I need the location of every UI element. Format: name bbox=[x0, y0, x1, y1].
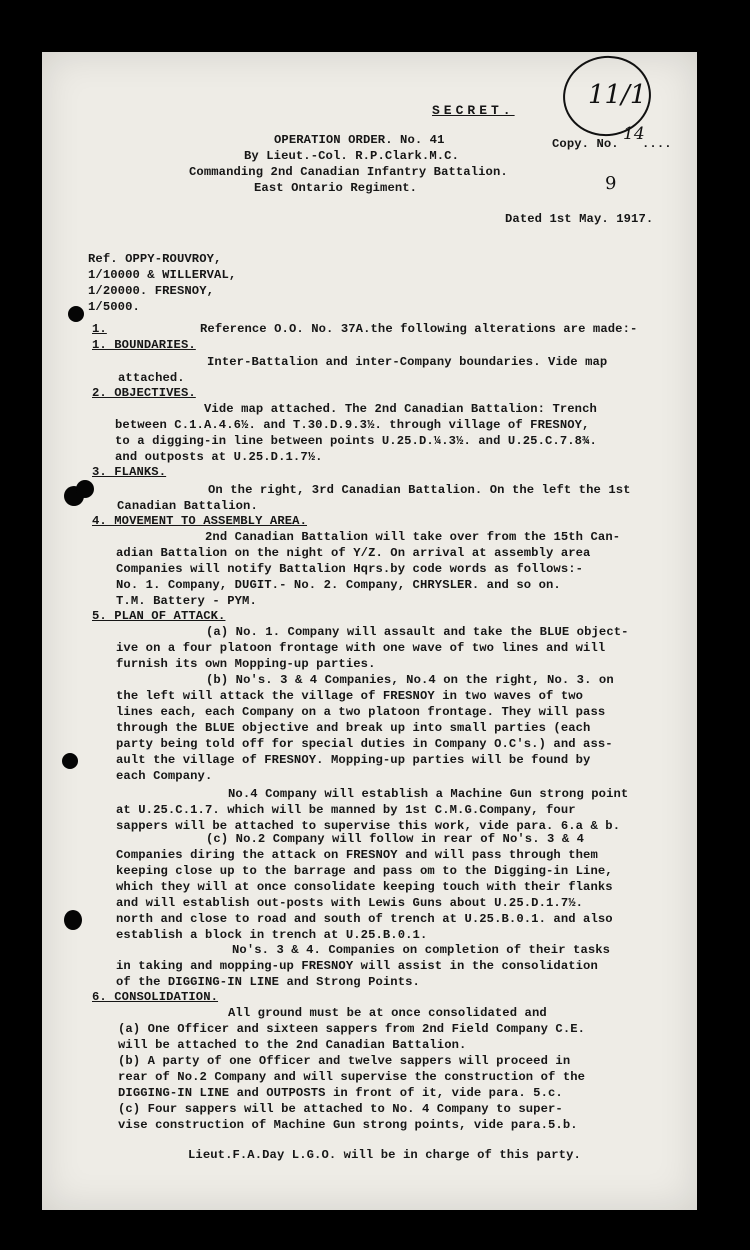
body-line: and will establish out-posts with Lewis Guns about U.25.D.1.7½. bbox=[116, 896, 584, 910]
body-line: each Company. bbox=[116, 769, 213, 783]
body-line: sappers will be attached to supervise this work, vide para. 6.a & b. bbox=[116, 819, 621, 833]
body-line: (c) No.2 Company will follow in rear of No's. 3 & 4 bbox=[206, 832, 585, 846]
punch-hole bbox=[68, 306, 84, 322]
body-line: and outposts at U.25.D.1.7½. bbox=[115, 450, 323, 464]
body-line: attached. bbox=[118, 371, 185, 385]
punch-hole bbox=[64, 910, 82, 930]
body-line: Companies diring the attack on FRESNOY and will pass through them bbox=[116, 848, 598, 862]
body-line: (b) No's. 3 & 4 Companies, No.4 on the right, No. 3. on bbox=[206, 673, 614, 687]
section-heading: 4. MOVEMENT TO ASSEMBLY AREA. bbox=[92, 514, 307, 528]
body-line: (a) No. 1. Company will assault and take the BLUE object- bbox=[206, 625, 629, 639]
section-heading: 3. FLANKS. bbox=[92, 465, 167, 479]
body-line: in taking and mopping-up FRESNOY will assist in the consolidation bbox=[116, 959, 598, 973]
body-line: will be attached to the 2nd Canadian Battalion. bbox=[118, 1038, 467, 1052]
section-heading: 1. BOUNDARIES. bbox=[92, 338, 196, 352]
body-line: at U.25.C.1.7. which will be manned by 1st C.M.G.Company, four bbox=[116, 803, 576, 817]
section-heading: 6. CONSOLIDATION. bbox=[92, 990, 219, 1004]
order-title: OPERATION ORDER. No. 41 bbox=[274, 133, 445, 147]
body-line: ault the village of FRESNOY. Mopping-up parties will be found by bbox=[116, 753, 591, 767]
body-line: 2nd Canadian Battalion will take over from the 15th Can- bbox=[205, 530, 621, 544]
body-line: T.M. Battery - PYM. bbox=[116, 594, 257, 608]
body-line: (a) One Officer and sixteen sappers from 2nd Field Company C.E. bbox=[118, 1022, 586, 1036]
reference-line: 1/5000. bbox=[88, 300, 140, 314]
body-line: No's. 3 & 4. Companies on completion of their tasks bbox=[232, 943, 611, 957]
body-line: to a digging-in line between points U.25.D.¼.3½. and U.25.C.7.8¾. bbox=[115, 434, 597, 448]
body-line: which they will at once consolidate keeping touch with their flanks bbox=[116, 880, 613, 894]
order-command: Commanding 2nd Canadian Infantry Battalion. bbox=[189, 165, 508, 179]
secret-heading: SECRET. bbox=[432, 103, 515, 118]
closing-line: Lieut.F.A.Day L.G.O. will be in charge of this party. bbox=[188, 1148, 581, 1162]
order-date: Dated 1st May. 1917. bbox=[505, 212, 654, 226]
body-line: (c) Four sappers will be attached to No. 4 Company to super- bbox=[118, 1102, 563, 1116]
body-line: keeping close up to the barrage and pass om to the Digging-in Line, bbox=[116, 864, 613, 878]
body-line: lines each, each Company on a two platoon frontage. They will pass bbox=[116, 705, 606, 719]
punch-hole bbox=[62, 753, 78, 769]
order-regiment: East Ontario Regiment. bbox=[254, 181, 418, 195]
body-line: between C.1.A.4.6½. and T.30.D.9.3½. through village of FRESNOY, bbox=[115, 418, 590, 432]
body-line: vise construction of Machine Gun strong points, vide para.5.b. bbox=[118, 1118, 578, 1132]
punch-hole bbox=[76, 480, 94, 498]
body-line: No.4 Company will establish a Machine Gun strong point bbox=[228, 787, 629, 801]
archive-stamp-number: 11/1 bbox=[588, 80, 647, 110]
body-line: Inter-Battalion and inter-Company boundaries. Vide map bbox=[207, 355, 608, 369]
body-line: (b) A party of one Officer and twelve sappers will proceed in bbox=[118, 1054, 571, 1068]
reference-line: Ref. OPPY-ROUVROY, bbox=[88, 252, 222, 266]
body-line: furnish its own Mopping-up parties. bbox=[116, 657, 376, 671]
body-line: through the BLUE objective and break up into small parties (each bbox=[116, 721, 591, 735]
body-line: On the right, 3rd Canadian Battalion. On the left the 1st bbox=[208, 483, 631, 497]
body-line: All ground must be at once consolidated and bbox=[228, 1006, 547, 1020]
reference-line: 1/10000 & WILLERVAL, bbox=[88, 268, 237, 282]
order-author: By Lieut.-Col. R.P.Clark.M.C. bbox=[244, 149, 459, 163]
body-line: of the DIGGING-IN LINE and Strong Points. bbox=[116, 975, 420, 989]
body-line: Vide map attached. The 2nd Canadian Battalion: Trench bbox=[204, 402, 597, 416]
body-line: the left will attack the village of FRESNOY in two waves of two bbox=[116, 689, 584, 703]
body-line: party being told off for special duties in Company O.C's.) and ass- bbox=[116, 737, 613, 751]
copy-number: 14 bbox=[623, 124, 645, 144]
body-line: Canadian Battalion. bbox=[117, 499, 258, 513]
body-line: north and close to road and south of trench at U.25.B.0.1. and also bbox=[116, 912, 613, 926]
body-line: DIGGING-IN LINE and OUTPOSTS in front of it, vide para. 5.c. bbox=[118, 1086, 563, 1100]
body-line: Companies will notify Battalion Hqrs.by code words as follows:- bbox=[116, 562, 584, 576]
intro-number: 1. bbox=[92, 322, 107, 336]
copy-dots: .... bbox=[642, 137, 672, 151]
handwritten-mark: 9 bbox=[605, 173, 617, 194]
copy-label: Copy. No. bbox=[552, 137, 619, 151]
body-line: rear of No.2 Company and will supervise the construction of the bbox=[118, 1070, 586, 1084]
intro-text: Reference O.O. No. 37A.the following alterations are made:- bbox=[200, 322, 638, 336]
body-line: No. 1. Company, DUGIT.- No. 2. Company, CHRYSLER. and so on. bbox=[116, 578, 561, 592]
section-heading: 5. PLAN OF ATTACK. bbox=[92, 609, 226, 623]
body-line: adian Battalion on the night of Y/Z. On arrival at assembly area bbox=[116, 546, 591, 560]
reference-line: 1/20000. FRESNOY, bbox=[88, 284, 215, 298]
body-line: ive on a four platoon frontage with one wave of two lines and will bbox=[116, 641, 606, 655]
body-line: establish a block in trench at U.25.B.0.1. bbox=[116, 928, 428, 942]
section-heading: 2. OBJECTIVES. bbox=[92, 386, 196, 400]
